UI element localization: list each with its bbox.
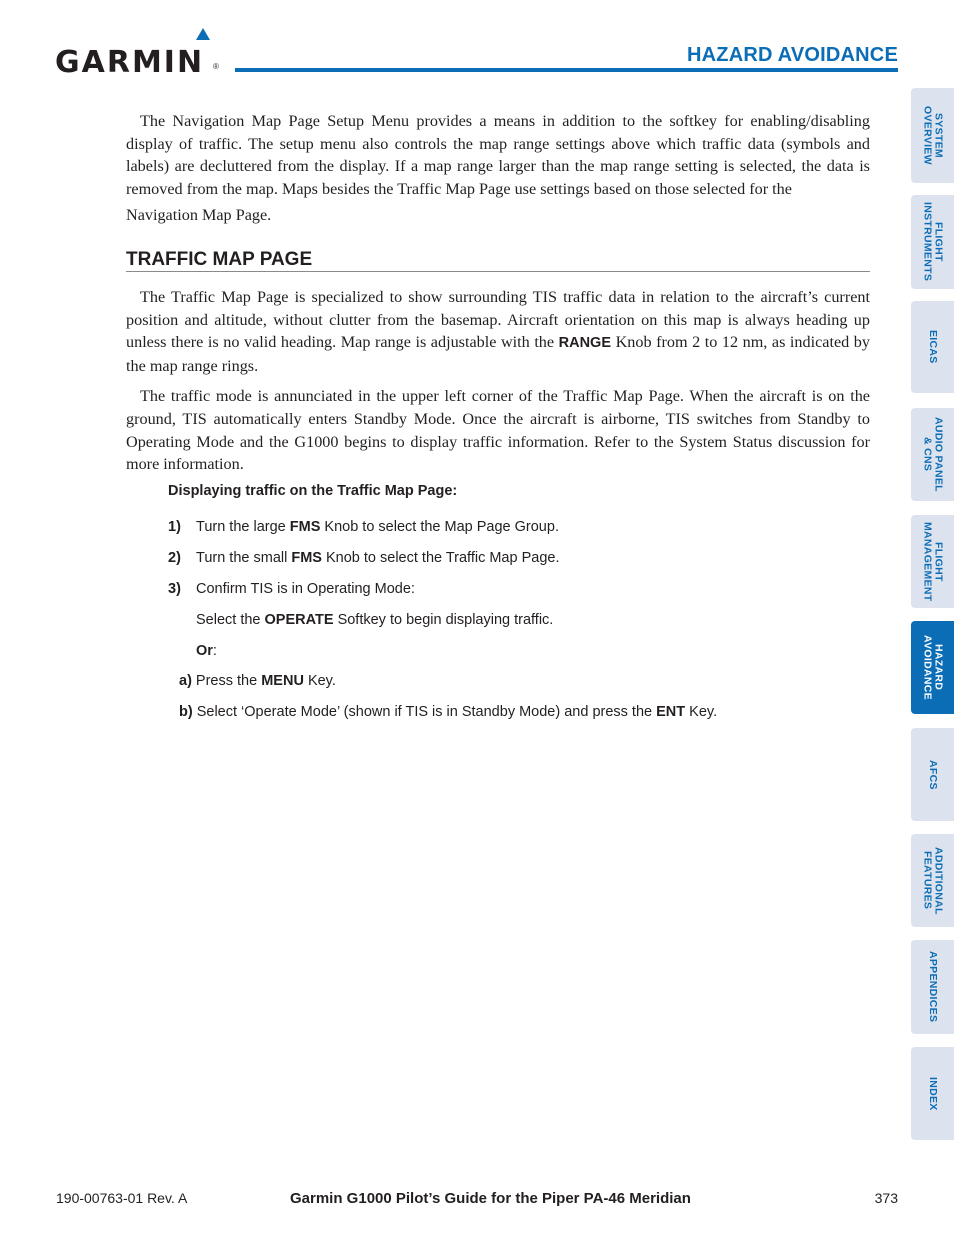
tab-label: FLIGHT INSTRUMENTS: [921, 202, 945, 282]
sub-step-a-label: a): [179, 673, 192, 689]
tab-label: INDEX: [927, 1076, 939, 1111]
fms-knob-label: FMS: [289, 519, 321, 535]
sub-step-b-label: b): [179, 704, 193, 720]
sub-step-a-text-b: Key.: [303, 673, 336, 689]
intro-paragraph: The Navigation Map Page Setup Menu provides a means in addition to the softkey for enabling/disabling display of traffic. The setup menu also controls the map range settings above which traffic data (symbols and labels) are decluttered from the display. If a map range larger than the map range setting is selected, the data is removed from the map. Maps besides the Traffic Map Page use settings based on those selected for the: [126, 112, 870, 198]
traffic-para1-text-a: The Traffic Map Page is specialized to show surrounding TIS traffic data in relation to the aircraft’s current position and altitude, without clutter from the basemap. Aircraft orientation on this map is always heading up unless there is no valid heading. Map range is adjustable with the: [126, 287, 870, 352]
tab-label: SYSTEM OVERVIEW: [921, 106, 945, 165]
intro-paragraph-end: Navigation Map Page.: [126, 206, 272, 225]
or-label: [196, 643, 217, 659]
traffic-map-heading: TRAFFIC MAP PAGE: [126, 249, 870, 272]
brand-wordmark: GARMIN: [55, 45, 205, 80]
main-content: [126, 110, 870, 476]
tab-additional-features[interactable]: [911, 834, 954, 927]
fms-knob-label-2: FMS: [291, 550, 322, 566]
tab-label: APPENDICES: [927, 951, 939, 1023]
tab-label: HAZARD AVOIDANCE: [921, 635, 945, 700]
tab-afcs[interactable]: [911, 728, 954, 821]
section-title: HAZARD AVOIDANCE: [687, 44, 898, 66]
step-1: [196, 519, 559, 535]
sub-step-b: [179, 704, 717, 720]
document-number: 190-00763-01 Rev. A: [56, 1190, 188, 1206]
sub-step-a: [179, 673, 336, 689]
step-3-operate: [196, 612, 553, 628]
tab-flight-management[interactable]: [911, 515, 954, 608]
step-1-text-b: Knob to select the Map Page Group.: [320, 519, 559, 535]
tab-index[interactable]: [911, 1047, 954, 1140]
tab-eicas[interactable]: [911, 301, 954, 393]
guide-title: Garmin G1000 Pilot’s Guide for the Piper PA-46 Meridian: [290, 1190, 691, 1207]
step-2-text-a: Turn the small: [196, 550, 292, 566]
tab-label: AFCS: [927, 759, 939, 790]
sub-step-a-text-a: Press the: [191, 673, 262, 689]
step-3-sub-text-b: Softkey to begin displaying traffic.: [333, 612, 554, 628]
sub-step-b-text-b: Key.: [685, 704, 718, 720]
sub-step-b-text-a: Select ‘Operate Mode’ (shown if TIS is in Standby Mode) and press the: [192, 704, 657, 720]
tab-hazard-avoidance[interactable]: [911, 621, 954, 714]
tab-label: EICAS: [927, 330, 939, 364]
step-3-sub-text-a: Select the: [196, 612, 265, 628]
traffic-para1-text-b: Knob from 2 to 12 nm, as indicated by the map range rings.: [126, 333, 870, 375]
tab-label: ADDITIONAL FEATURES: [921, 846, 945, 915]
tab-label: FLIGHT MANAGEMENT: [921, 521, 945, 602]
step-2-number: 2): [168, 550, 181, 566]
garmin-logo: [55, 28, 220, 78]
or-colon: :: [212, 643, 217, 659]
header-rule: [235, 68, 898, 72]
tab-label: AUDIO PANEL & CNS: [921, 417, 945, 492]
step-2: [196, 550, 559, 566]
tab-appendices[interactable]: [911, 940, 954, 1034]
range-knob-label: RANGE: [558, 335, 612, 352]
step-3: Confirm TIS is in Operating Mode:: [196, 581, 415, 597]
traffic-paragraph-2: The traffic mode is annunciated in the upper left corner of the Traffic Map Page. When the aircraft is on the ground, TIS automatically enters Standby Mode. Once the aircraft is airborne, TIS switches from Standby to Operating Mode and the G1000 begins to display traffic information. Refer to the System Status discussion for more information.: [126, 387, 870, 474]
tab-system-overview[interactable]: [911, 88, 954, 183]
procedure-title: Displaying traffic on the Traffic Map Page:: [168, 483, 458, 499]
tab-audio-panel-cns[interactable]: [911, 408, 954, 501]
step-1-text-a: Turn the large: [196, 519, 290, 535]
page-number: 373: [874, 1190, 898, 1206]
registered-mark: ®: [213, 62, 219, 71]
traffic-paragraph-1: [126, 286, 870, 377]
step-2-text-b: Knob to select the Traffic Map Page.: [321, 550, 560, 566]
menu-key-label: MENU: [261, 673, 304, 689]
ent-key-label: ENT: [656, 704, 686, 720]
operate-softkey-label: OPERATE: [264, 612, 334, 628]
step-3-number: 3): [168, 581, 181, 597]
or-word: Or: [196, 643, 213, 659]
tab-flight-instruments[interactable]: [911, 195, 954, 289]
step-1-number: 1): [168, 519, 181, 535]
